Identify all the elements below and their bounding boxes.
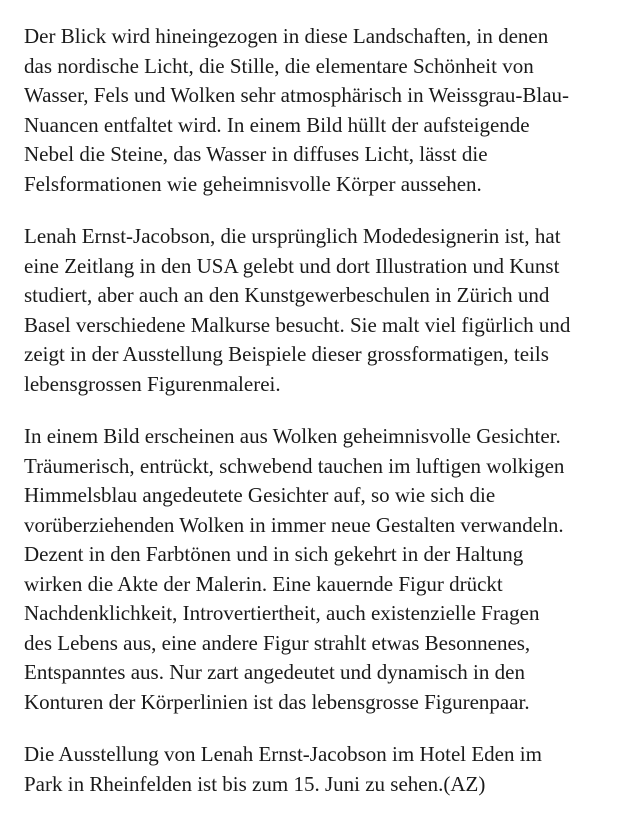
paragraph-line: das nordische Licht, die Stille, die elementare Schönheit von: [24, 53, 534, 78]
paragraph-line: des Lebens aus, eine andere Figur strahlt etwas Besonnenes,: [24, 630, 531, 655]
paragraph-line: Felsformationen wie geheimnisvolle Körper aussehen.: [24, 171, 482, 196]
article-paragraph-3: [24, 422, 630, 717]
paragraph-line: Nachdenklichkeit, Introvertiertheit, auch existenzielle Fragen: [24, 601, 540, 625]
paragraph-line: In einem Bild erscheinen aus Wolken geheimnisvolle Gesichter.: [24, 424, 561, 448]
paragraph-line: Konturen der Körperlinien ist das lebensgrosse Figurenpaar.: [24, 689, 530, 714]
paragraph-line: Dezent in den Farbtönen und in sich gekehrt in der Haltung: [24, 542, 524, 566]
paragraph-line: Lenah Ernst-Jacobson, die ursprünglich Modedesignerin ist, hat: [24, 224, 561, 248]
article-paragraph-4: [24, 740, 630, 799]
paragraph-line: Entspanntes aus. Nur zart angedeutet und dynamisch in den: [24, 660, 525, 684]
paragraph-line: Nuancen entfaltet wird. In einem Bild hüllt der aufsteigende: [24, 112, 530, 137]
paragraph-line: Der Blick wird hineingezogen in diese Landschaften, in denen: [24, 24, 549, 48]
paragraph-line: Himmelsblau angedeutete Gesichter auf, so wie sich die: [24, 483, 496, 507]
article-paragraph-1: [24, 22, 630, 199]
paragraph-line: lebensgrossen Figurenmalerei.: [24, 371, 281, 396]
article-body: [24, 22, 630, 822]
paragraph-line: studiert, aber auch an den Kunstgewerbeschulen in Zürich und: [24, 283, 550, 307]
paragraph-line: Nebel die Steine, das Wasser in diffuses Licht, lässt die: [24, 142, 488, 166]
paragraph-line: Träumerisch, entrückt, schwebend tauchen im luftigen wolkigen: [24, 453, 565, 478]
paragraph-line: eine Zeitlang in den USA gelebt und dort Illustration und Kunst: [24, 253, 560, 278]
paragraph-line: Die Ausstellung von Lenah Ernst-Jacobson im Hotel Eden im: [24, 742, 542, 766]
article-paragraph-2: [24, 222, 630, 399]
paragraph-line: zeigt in der Ausstellung Beispiele dieser grossformatigen, teils: [24, 342, 549, 366]
paragraph-line: Park in Rheinfelden ist bis zum 15. Juni zu sehen.(AZ): [24, 771, 486, 796]
paragraph-line: Basel verschiedene Malkurse besucht. Sie malt viel figürlich und: [24, 312, 571, 337]
paragraph-line: wirken die Akte der Malerin. Eine kauernde Figur drückt: [24, 571, 503, 596]
paragraph-line: Wasser, Fels und Wolken sehr atmosphärisch in Weissgrau-Blau-: [24, 83, 570, 107]
paragraph-line: vorüberziehenden Wolken in immer neue Gestalten verwandeln.: [24, 512, 564, 537]
